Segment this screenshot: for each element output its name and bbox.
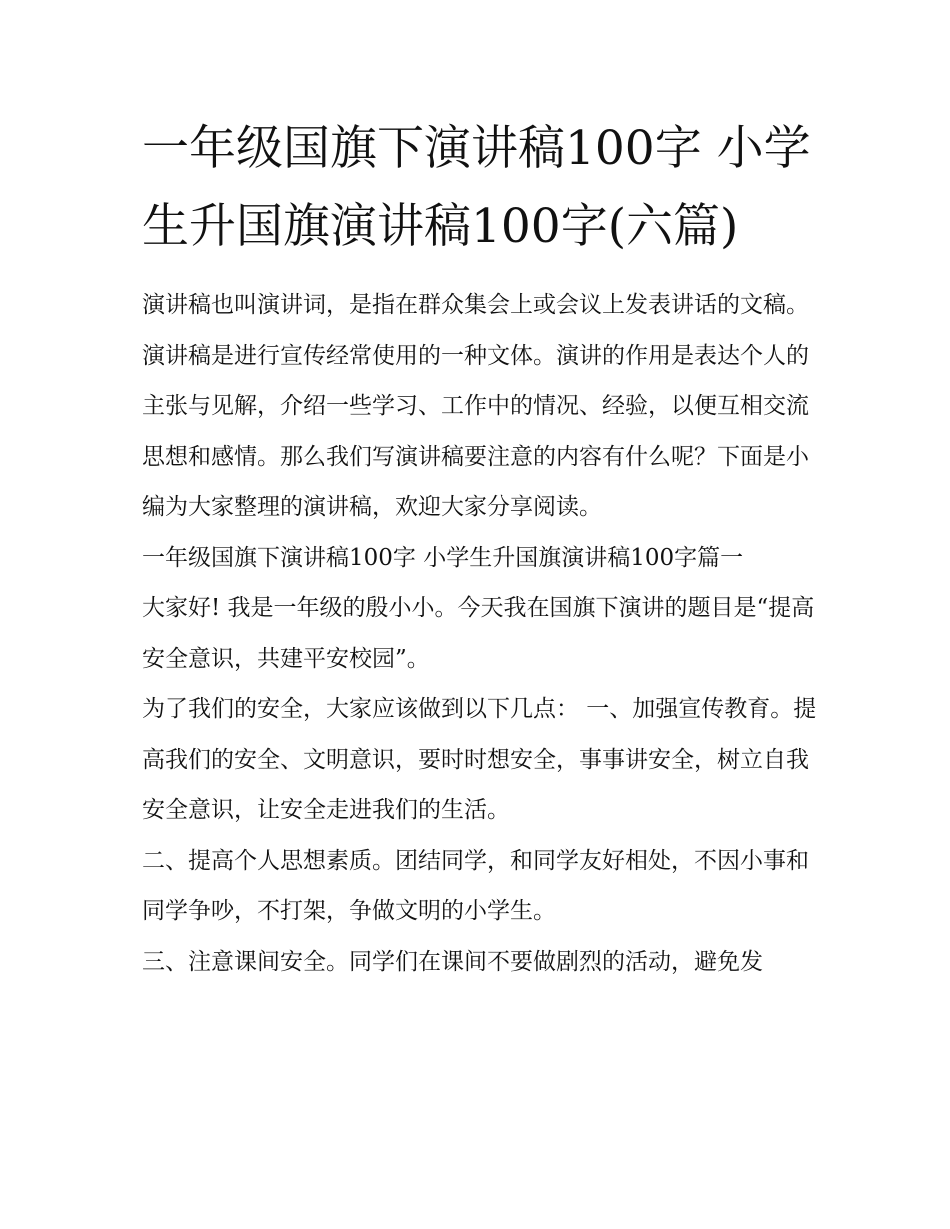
- section-heading: 一年级国旗下演讲稿100字 小学生升国旗演讲稿100字篇一: [142, 544, 744, 571]
- point-two-paragraph: 二、提高个人思想素质。团结同学，和同学友好相处，不因小事和同学争吵，不打架，争做文明的小学生。: [142, 847, 809, 924]
- document-body: [142, 110, 822, 987]
- document-title: 一年级国旗下演讲稿100字 小学生升国旗演讲稿100字(六篇): [142, 121, 811, 254]
- intro-paragraph: 演讲稿也叫演讲词，是指在群众集会上或会议上发表讲话的文稿。演讲稿是进行宣传经常使用的一种文体。演讲的作用是表达个人的主张与见解，介绍一些学习、工作中的情况、经验，以便互相交流思想和感情。那么我们写演讲稿要注意的内容有什么呢？下面是小编为大家整理的演讲稿，欢迎大家分享阅读。: [142, 292, 809, 520]
- point-one-paragraph: 为了我们的安全，大家应该做到以下几点： 一、加强宣传教育。提高我们的安全、文明意识，要时时想安全，事事讲安全，树立自我安全意识，让安全走进我们的生活。: [142, 696, 817, 823]
- point-three-paragraph: 三、注意课间安全。同学们在课间不要做剧烈的活动，避免发: [142, 948, 763, 975]
- greeting-paragraph: 大家好! 我是一年级的殷小小。今天我在国旗下演讲的题目是“提高安全意识，共建平安校园”。: [142, 595, 815, 672]
